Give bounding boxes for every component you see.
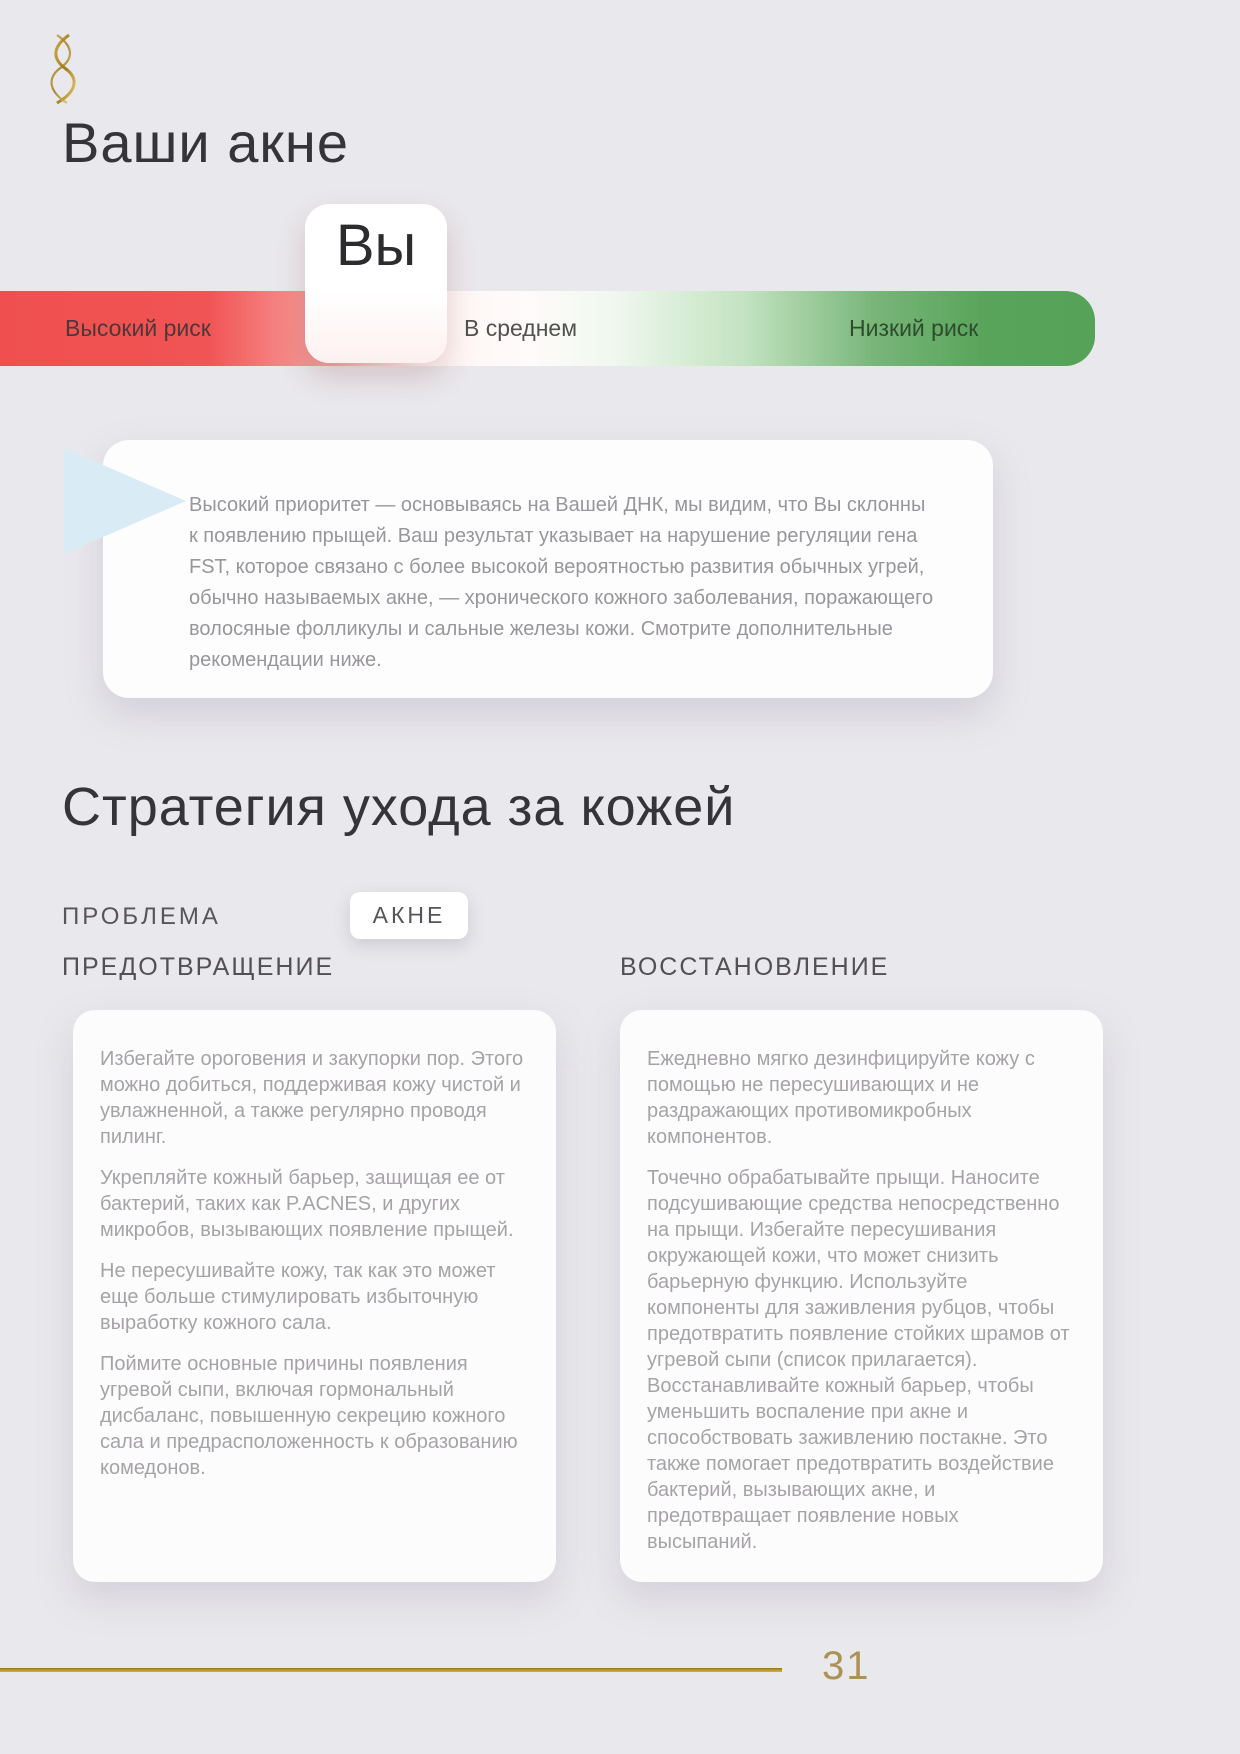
column-header-recovery: ВОССТАНОВЛЕНИЕ	[620, 953, 890, 981]
page-title: Ваши акне	[62, 111, 349, 174]
risk-label-high: Высокий риск	[65, 315, 211, 341]
priority-line: обычно называемых акне, — хронического кожного заболевания, поражающего	[189, 587, 934, 609]
recovery-card-text	[620, 1010, 1103, 1555]
advice-paragraph: Не пересушивайте кожу, так как это может еще больше стимулировать избыточную выработку кожного сала.	[100, 1260, 496, 1334]
risk-gradient-bar	[0, 291, 1095, 366]
advice-paragraph: Укрепляйте кожный барьер, защищая ее от бактерий, таких как P.ACNES, и других микробов, вызывающих появление прыщей.	[100, 1167, 514, 1241]
priority-line: Высокий приоритет — основываясь на Вашей ДНК, мы видим, что Вы склонны	[189, 494, 926, 516]
advice-paragraph: Точечно обрабатывайте прыщи. Наносите подсушивающие средства непосредственно на прыщи. Избегайте пересушивания окружающей кожи, что может снизить барьерную функцию. Используйте компоненты для заживления рубцов, чтобы предотвратить появление стойких шрамов от угревой сыпи (список прилагается). Восстанавливайте кожный барьер, чтобы уменьшить воспаление при акне и способствовать заживлению постакне. Это также помогает предотвратить воздействие бактерий, вызывающих акне, и предотвращает появление новых высыпаний.	[647, 1167, 1070, 1553]
page-number: 31	[822, 1644, 871, 1688]
footer-gold-rule	[0, 1668, 782, 1672]
problem-label: ПРОБЛЕМА	[62, 903, 221, 930]
advice-paragraph: Ежедневно мягко дезинфицируйте кожу с помощью не пересушивающих и не раздражающих противомикробных компонентов.	[647, 1048, 1035, 1148]
dna-gold-logo-icon	[44, 32, 80, 106]
priority-note-text	[189, 490, 979, 676]
risk-label-average: В среднем	[464, 315, 578, 341]
priority-line: волосяные фолликулы и сальные железы кожи. Смотрите дополнительные	[189, 618, 893, 640]
priority-line: к появлению прыщей. Ваш результат указывает на нарушение регуляции гена	[189, 525, 918, 547]
column-header-prevention: ПРЕДОТВРАЩЕНИЕ	[62, 953, 335, 981]
strategy-section-title: Стратегия ухода за кожей	[62, 777, 736, 837]
pointer-triangle-icon	[64, 448, 186, 554]
prevention-card	[73, 1010, 556, 1582]
advice-paragraph: Избегайте ороговения и закупорки пор. Этого можно добиться, поддерживая кожу чистой и увлажненной, а также регулярно проводя пилинг.	[100, 1048, 524, 1148]
you-position-marker	[305, 204, 447, 363]
risk-label-low: Низкий риск	[849, 315, 979, 341]
you-marker-label: Вы	[335, 213, 417, 278]
priority-line: FST, которое связано с более высокой вероятностью развития обычных угрей,	[189, 556, 925, 578]
problem-value-badge: АКНЕ	[350, 892, 468, 939]
prevention-card-text	[73, 1010, 556, 1481]
advice-paragraph: Поймите основные причины появления угревой сыпи, включая гормональный дисбаланс, повышенную секрецию кожного сала и предрасположенность к образованию комедонов.	[100, 1353, 518, 1479]
priority-line: рекомендации ниже.	[189, 649, 382, 671]
recovery-card	[620, 1010, 1103, 1582]
